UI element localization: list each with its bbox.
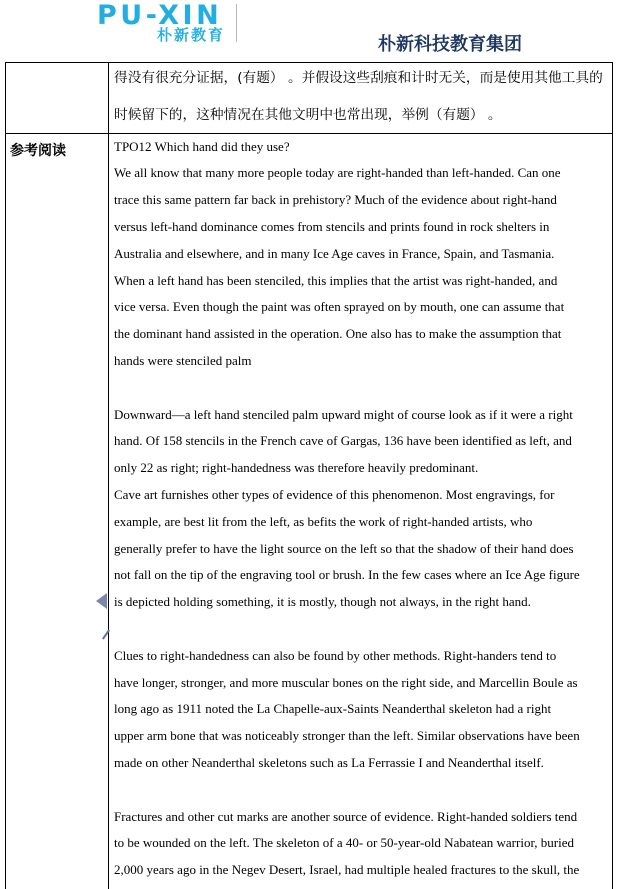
- blank-line: [114, 777, 611, 804]
- text-line: Fractures and other cut marks are another source of evidence. Right-handed soldiers tend: [114, 808, 578, 824]
- text-line: Clues to right-handedness can also be found by other methods. Right-handers tend to: [114, 647, 557, 663]
- collapse-triangle-icon: [96, 593, 107, 609]
- text-line: hands were stenciled palm: [114, 352, 252, 368]
- text-line: Downward—a left hand stenciled palm upward might of course look as if it were a right: [114, 406, 573, 422]
- text-line: made on other Neanderthal skeletons such as La Ferrassie I and Neanderthal itself.: [114, 754, 544, 770]
- text-line: only 22 as right; right-handedness was therefore heavily predominant.: [114, 460, 479, 476]
- text-line: upper arm bone that was noticeably stronger than the left. Similar observations have been: [114, 728, 580, 744]
- text-line: We all know that many more people today are right-handed than left-handed. Can one: [114, 165, 561, 181]
- text-line: Cave art furnishes other types of evidence of this phenomenon. Most engravings, for: [114, 486, 555, 502]
- table-row-2: [5, 133, 613, 889]
- text-line: not fall on the tip of the engraving tool or brush. In the few cases where an Ice Age figure: [114, 567, 580, 583]
- text-line: versus left-hand dominance comes from stencils and prints found in rock shelters in: [114, 218, 550, 234]
- text-line: generally prefer to have the light source on the left so that the shadow of their hand does: [114, 540, 574, 556]
- text-line: Australia and elsewhere, and in many Ice Age caves in France, Spain, and Tasmania.: [114, 245, 555, 261]
- blank-line: [114, 616, 611, 643]
- text-line: When a left hand has been stenciled, this implies that the artist was right-handed, and: [114, 272, 558, 288]
- text-line: vice versa. Even though the paint was often sprayed on by mouth, one can assume that: [114, 299, 565, 315]
- text-line: long ago as 1911 noted the La Chapelle-aux-Saints Neanderthal skeleton had a right: [114, 701, 552, 717]
- row2-label-cell: [5, 133, 108, 889]
- text-line: 2,000 years ago in the Negev Desert, Israel, had multiple healed fractures to the skull, the: [114, 862, 580, 878]
- text-line: the dominant hand assisted in the operation. One also has to make the assumption that: [114, 326, 562, 342]
- text-line: 得没有很充分证据，(有题） 。并假设这些刮痕和计时无关，而是使用其他工具的: [114, 70, 603, 86]
- blank-line: [114, 375, 611, 402]
- text-line: trace this same pattern far back in prehistory? Much of the evidence about right-hand: [114, 192, 557, 208]
- table-row-1: [5, 62, 613, 133]
- text-line: have longer, stronger, and more muscular bones on the right side, and Marcellin Boule as: [114, 674, 578, 690]
- passage-title: TPO12 Which hand did they use?: [114, 138, 290, 154]
- text-line: example, are best lit from the left, as befits the work of right-handed artists, who: [114, 513, 533, 529]
- text-line: hand. Of 158 stencils in the French cave of Gargas, 136 have been identified as left, and: [114, 433, 572, 449]
- org-name: 朴新科技教育集团: [378, 34, 522, 55]
- reading-label: 参考阅读: [10, 143, 66, 159]
- logo-wordmark: PU-XIN: [97, 0, 223, 31]
- reading-passage: [114, 134, 611, 884]
- row1-content-cell: [108, 62, 613, 133]
- text-line: to be wounded on the left. The skeleton of a 40- or 50-year-old Nabatean warrior, buried: [114, 835, 574, 851]
- logo-subtitle: 朴新教育: [157, 26, 226, 44]
- row1-text: [114, 68, 611, 125]
- row2-content-cell: [108, 133, 613, 889]
- row1-label-cell: [5, 62, 108, 133]
- text-line: 时候留下的，这种情况在其他文明中也常出现，举例（有题） 。: [114, 107, 502, 123]
- text-line: is depicted holding something, it is mostly, though not always, in the right hand.: [114, 594, 531, 610]
